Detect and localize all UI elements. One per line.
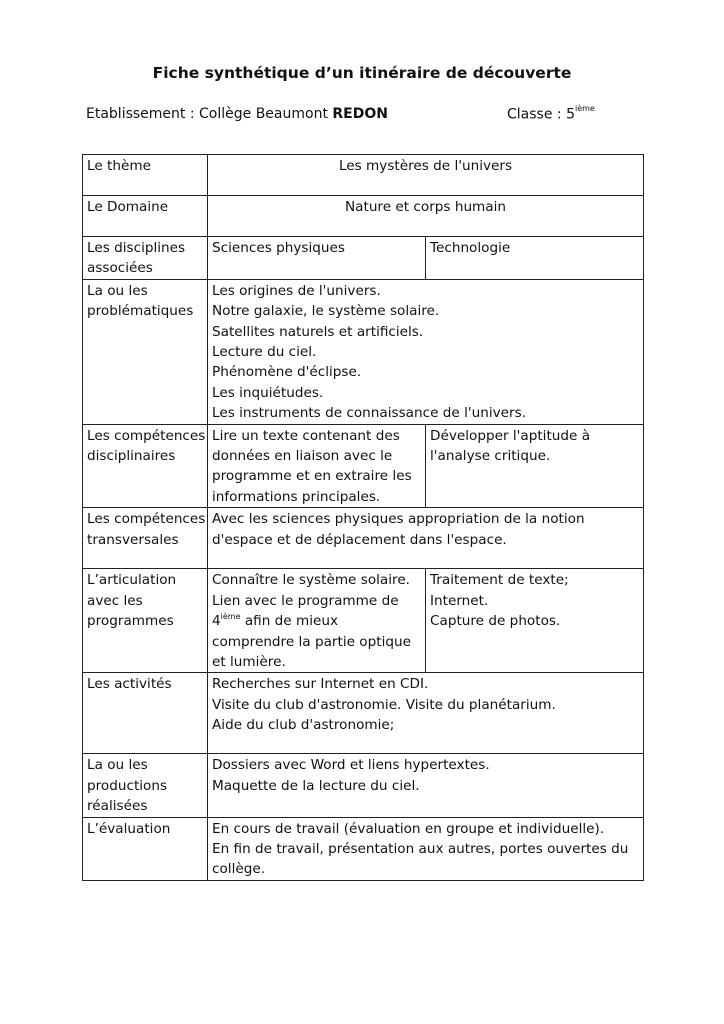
articulation-col-2: Traitement de texte; Internet. Capture de photos. xyxy=(426,569,644,673)
row-label: Les compétences disciplinaires xyxy=(83,424,208,508)
row-articulation xyxy=(83,569,644,673)
establishment-name: REDON xyxy=(332,106,388,122)
row-label: L’évaluation xyxy=(83,817,208,880)
domaine-value: Nature et corps humain xyxy=(208,196,644,237)
row-label: Les disciplines associées xyxy=(83,237,208,280)
row-label: La ou les problématiques xyxy=(83,279,208,424)
row-label: Le thème xyxy=(83,155,208,196)
productions-value: Dossiers avec Word et liens hypertextes. Maquette de la lecture du ciel. xyxy=(208,754,644,817)
class-level xyxy=(507,106,595,123)
articulation-col-1: Connaître le système solaire. Lien avec le programme de 4ième afin de mieux comprendre la partie optique et lumière. xyxy=(208,569,426,673)
row-competences-transversales xyxy=(83,508,644,569)
articulation-level-line: 4ième afin de mieux xyxy=(212,611,339,630)
row-theme xyxy=(83,155,644,196)
establishment xyxy=(86,106,388,122)
row-problematiques xyxy=(83,279,644,424)
discipline-2: Technologie xyxy=(426,237,644,280)
row-label: L’articulation avec les programmes xyxy=(83,569,208,673)
transversales-value: Avec les sciences physiques appropriation de la notion d'espace et de déplacement dans l'espace. xyxy=(208,508,644,569)
row-competences-disciplinaires xyxy=(83,424,644,508)
row-label: Les compétences transversales xyxy=(83,508,208,569)
class-label: Classe : 5 xyxy=(507,106,575,123)
row-label: Les activités xyxy=(83,673,208,754)
row-label: La ou les productions réalisées xyxy=(83,754,208,817)
row-domaine xyxy=(83,196,644,237)
establishment-label: Etablissement : Collège Beaumont xyxy=(86,106,328,122)
theme-value: Les mystères de l'univers xyxy=(208,155,644,196)
row-productions xyxy=(83,754,644,817)
discipline-1: Sciences physiques xyxy=(208,237,426,280)
row-evaluation xyxy=(83,817,644,880)
document-title: Fiche synthétique d’un itinéraire de découverte xyxy=(152,64,572,82)
evaluation-value: En cours de travail (évaluation en groupe et individuelle). En fin de travail, présentation aux autres, portes ouvertes du collège. xyxy=(208,817,644,880)
class-superscript: ième xyxy=(574,104,595,113)
activites-value: Recherches sur Internet en CDI. Visite du club d'astronomie. Visite du planétarium. Aide du club d'astronomie; xyxy=(208,673,644,754)
row-activites xyxy=(83,673,644,754)
problematiques-value: Les origines de l'univers. Notre galaxie, le système solaire. Satellites naturels et artificiels. Lecture du ciel. Phénomène d'éclipse. Les inquiétudes. Les instruments de connaissance de l'univers. xyxy=(208,279,644,424)
competence-col-2: Développer l'aptitude à l'analyse critique. xyxy=(426,424,644,508)
row-label: Le Domaine xyxy=(83,196,208,237)
itinerary-table xyxy=(82,154,644,881)
competence-col-1: Lire un texte contenant des données en liaison avec le programme et en extraire les informations principales. xyxy=(208,424,426,508)
row-disciplines xyxy=(83,237,644,280)
